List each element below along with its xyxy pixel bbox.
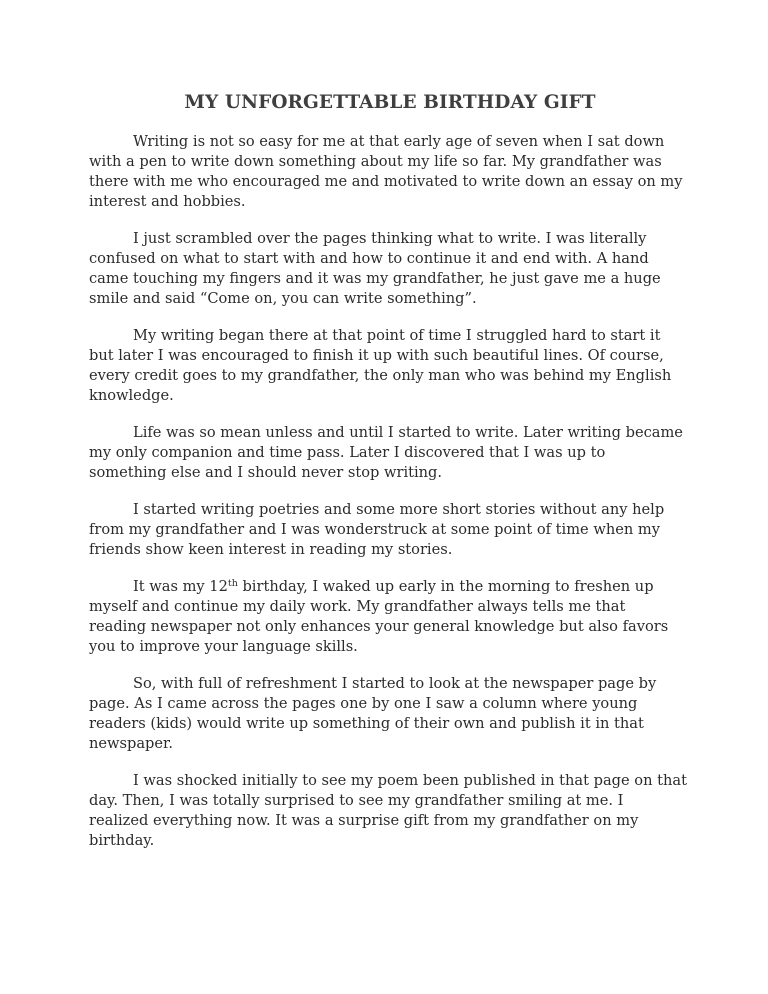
ordinal-suffix: th <box>227 578 238 589</box>
paragraph-4: Life was so mean unless and until I started to write. Later writing became my only companion and time pass. Later I discovered that I was up to something else and I should never stop writing. <box>89 424 683 481</box>
document-title: MY UNFORGETTABLE BIRTHDAY GIFT <box>184 92 596 113</box>
paragraph-5: I started writing poetries and some more short stories without any help from my grandfather and I was wonderstruck at some point of time when my friends show keen interest in reading my stories. <box>89 501 665 558</box>
paragraph-7: So, with full of refreshment I started to look at the newspaper page by page. As I came across the pages one by one I saw a column where young readers (kids) would write up something of their own and publish it in that newspaper. <box>89 675 657 752</box>
paragraph-8: I was shocked initially to see my poem been published in that page on that day. Then, I was totally surprised to see my grandfather smiling at me. I realized everything now. It was a surprise gift from my grandfather on my birthday. <box>89 772 687 849</box>
paragraph-3: My writing began there at that point of time I struggled hard to start it but later I was encouraged to finish it up with such beautiful lines. Of course, every credit goes to my grandfather, the only man who was behind my English knowledge. <box>89 327 672 404</box>
paragraph-6-rest: birthday, I waked up early in the morning to freshen up myself and continue my daily work. My grandfather always tells me that reading newspaper not only enhances your general knowledge but also favors you to improve your language skills. <box>89 578 669 655</box>
document-body <box>89 132 687 868</box>
paragraph-2: I just scrambled over the pages thinking what to write. I was literally confused on what to start with and how to continue it and end with. A hand came touching my fingers and it was my grandfather, he just gave me a huge smile and said “Come on, you can write something”. <box>89 230 661 307</box>
paragraph-6-lead: It was my 12 <box>133 578 228 595</box>
paragraph-1: Writing is not so easy for me at that early age of seven when I sat down with a pen to write down something about my life so far. My grandfather was there with me who encouraged me and motivated to write down an essay on my interest and hobbies. <box>89 133 683 210</box>
paragraph-6 <box>89 577 687 657</box>
